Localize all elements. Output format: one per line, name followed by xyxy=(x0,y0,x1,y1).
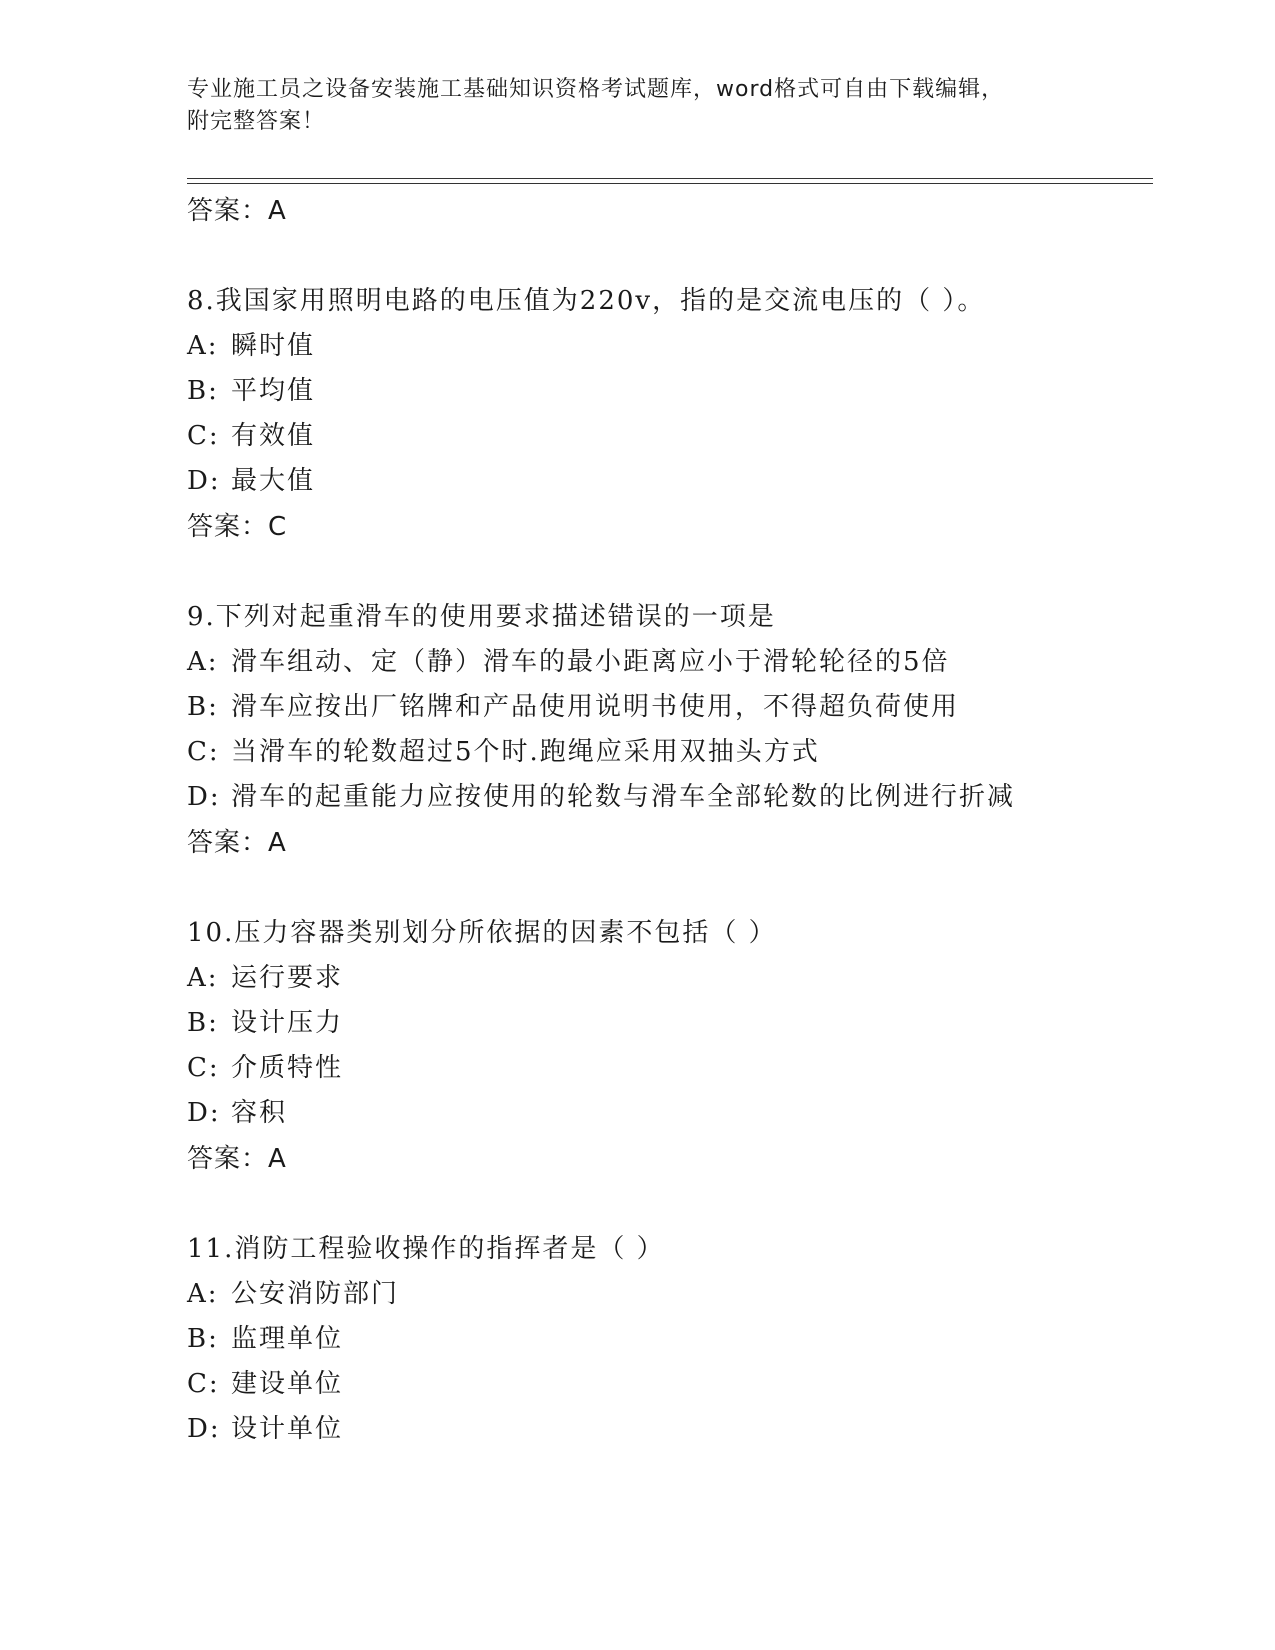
option-letter: A: xyxy=(187,1279,219,1309)
answer-option xyxy=(187,1407,1153,1452)
answer-option xyxy=(187,685,1153,730)
option-text: 公安消防部门 xyxy=(231,1279,400,1309)
answer-option xyxy=(187,1046,1153,1091)
answer-line: 答案：A xyxy=(187,828,287,858)
option-letter: B: xyxy=(187,1008,219,1038)
option-letter: B: xyxy=(187,376,219,406)
option-text: 容积 xyxy=(231,1098,288,1128)
option-text: 最大值 xyxy=(231,466,316,496)
answer-option xyxy=(187,956,1153,1001)
option-text: 建设单位 xyxy=(231,1369,344,1399)
answer-option xyxy=(187,414,1153,459)
answer-option xyxy=(187,1362,1153,1407)
answer-option xyxy=(187,1091,1153,1136)
question-list xyxy=(187,188,1153,1452)
spacer xyxy=(187,1182,1153,1226)
question-stem: 9.下列对起重滑车的使用要求描述错误的一项是 xyxy=(187,602,776,632)
header-rule-top xyxy=(187,178,1153,179)
option-text: 滑车的起重能力应按使用的轮数与滑车全部轮数的比例进行折减 xyxy=(231,782,1016,812)
spacer xyxy=(187,234,1153,278)
option-text: 瞬时值 xyxy=(231,331,316,361)
answer-option xyxy=(187,640,1153,685)
answer-option xyxy=(187,1001,1153,1046)
answer-option xyxy=(187,775,1153,820)
spacer xyxy=(187,866,1153,910)
answer-line: 答案：A xyxy=(187,1144,287,1174)
option-text: 当滑车的轮数超过5个时.跑绳应采用双抽头方式 xyxy=(231,737,820,767)
option-text: 滑车应按出厂铭牌和产品使用说明书使用，不得超负荷使用 xyxy=(231,692,960,722)
answer-option xyxy=(187,1272,1153,1317)
question-stem: 10.压力容器类别划分所依据的因素不包括（ ） xyxy=(187,918,777,948)
option-letter: C: xyxy=(187,737,220,767)
option-text: 设计压力 xyxy=(231,1008,344,1038)
option-letter: C: xyxy=(187,1053,220,1083)
option-letter: D: xyxy=(187,466,221,496)
option-letter: B: xyxy=(187,1324,219,1354)
option-letter: A: xyxy=(187,963,219,993)
option-letter: A: xyxy=(187,331,219,361)
answer-line: 答案：C xyxy=(187,512,288,542)
option-text: 运行要求 xyxy=(231,963,344,993)
option-letter: C: xyxy=(187,1369,220,1399)
option-letter: C: xyxy=(187,421,220,451)
option-letter: D: xyxy=(187,1098,221,1128)
option-letter: D: xyxy=(187,1414,221,1444)
answer-option xyxy=(187,1317,1153,1362)
question-stem: 11.消防工程验收操作的指挥者是（ ） xyxy=(187,1234,665,1264)
option-letter: B: xyxy=(187,692,219,722)
option-text: 平均值 xyxy=(231,376,316,406)
spacer xyxy=(187,550,1153,594)
question-stem: 8.我国家用照明电路的电压值为220v，指的是交流电压的（ ）。 xyxy=(187,286,986,316)
option-text: 介质特性 xyxy=(231,1053,344,1083)
option-letter: A: xyxy=(187,647,219,677)
option-text: 设计单位 xyxy=(231,1414,344,1444)
answer-option xyxy=(187,730,1153,775)
answer-option xyxy=(187,369,1153,414)
answer-option xyxy=(187,324,1153,369)
answer-option xyxy=(187,459,1153,504)
header-rule-bottom xyxy=(187,183,1153,184)
option-letter: D: xyxy=(187,782,221,812)
document-header: 专业施工员之设备安装施工基础知识资格考试题库，word格式可自由下载编辑， 附完整答案！ xyxy=(187,77,1005,134)
option-text: 监理单位 xyxy=(231,1324,344,1354)
answer-line: 答案：A xyxy=(187,196,287,226)
option-text: 有效值 xyxy=(231,421,316,451)
option-text: 滑车组动、定（静）滑车的最小距离应小于滑轮轮径的5倍 xyxy=(231,647,950,677)
